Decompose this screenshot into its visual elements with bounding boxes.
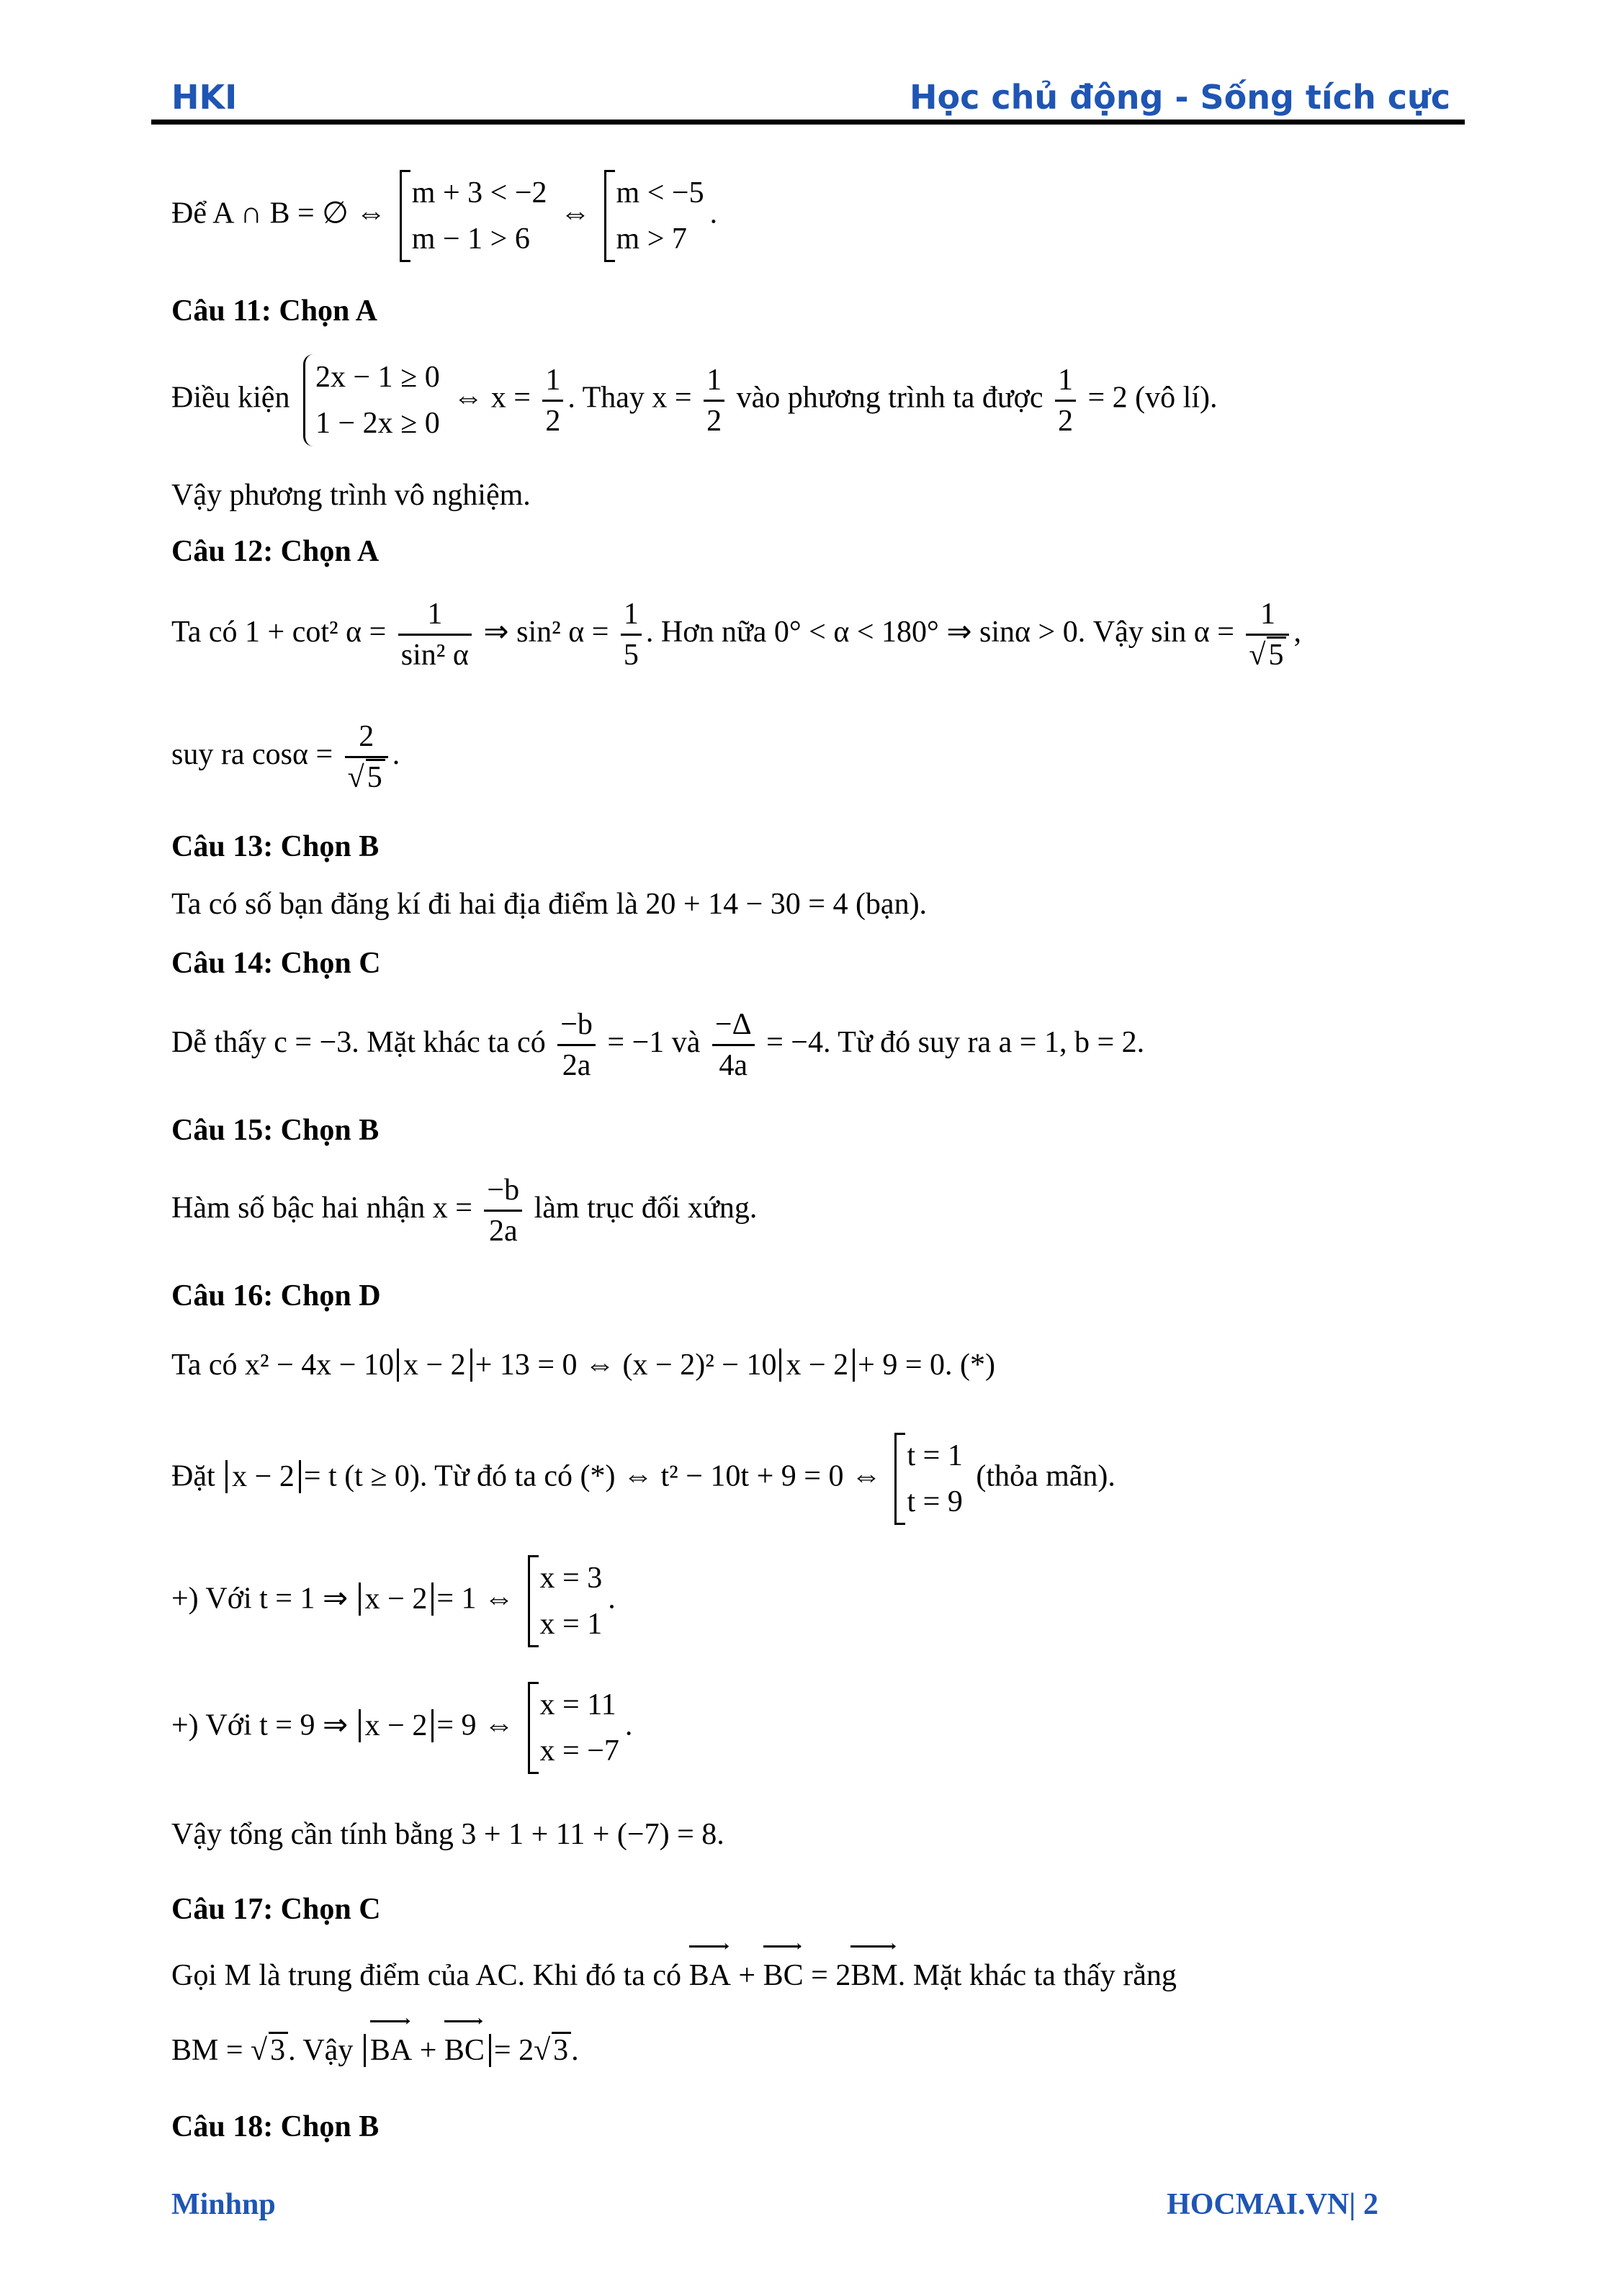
q15-part-1: Hàm số bậc hai nhận x = (171, 1192, 472, 1225)
vector-ba: → BA (689, 1958, 731, 1993)
q11-line (171, 354, 1218, 446)
q10-result-2: m > 7 (616, 222, 687, 256)
vector-bm: → BM (850, 1958, 897, 1993)
q10-result-1: m < −5 (616, 176, 704, 210)
q17-title: Câu 17: Chọn C (171, 1893, 381, 1926)
q11-system (303, 354, 440, 446)
q10-case-2: m − 1 > 6 (411, 222, 530, 256)
footer-author: Minhnp (171, 2188, 276, 2221)
q15-line (171, 1171, 757, 1251)
q14-part-3: = −4. Từ đó suy ra a = 1, b = 2. (766, 1026, 1145, 1060)
q16-abs-4: x − 2 (359, 1583, 434, 1616)
q16-title: Câu 16: Chọn D (171, 1279, 381, 1313)
q14-frac-2: $\frac{-\Delta}{4a}$ (712, 1005, 755, 1085)
q11-text-4: = 2 (vô lí). (1087, 381, 1218, 415)
q16-line-4: +) Với t = 9 ⇒ x − 2 = 9 ⇔ x = 11 x = −7 . (171, 1682, 632, 1774)
q14-line (171, 1005, 1144, 1085)
q16-t-cases: t = 1 t = 9 (894, 1433, 962, 1525)
q12-line-1 (171, 595, 1301, 675)
q14-frac-1: $\frac{-b}{2a}$ (557, 1005, 596, 1085)
q14-title: Câu 14: Chọn C (171, 947, 381, 980)
q12-part-4: , (1293, 616, 1301, 649)
q16-sum: Vậy tổng cần tính bằng 3 + 1 + 11 + (−7) = 8. (171, 1818, 724, 1851)
q11-frac-3: $\frac{1}{2}$ (1055, 361, 1076, 441)
q12-frac-1: $\frac{1}{\text{sin² α}}$ (398, 595, 472, 675)
q12-line-2 (171, 717, 400, 797)
q16-abs-2: x − 2 (779, 1349, 855, 1382)
q11-cond-2: 1 − 2x ≥ 0 (315, 407, 440, 440)
q10-line (171, 170, 717, 262)
q12-frac-2: $\frac{1}{5}$ (621, 595, 642, 675)
q12-part-5: suy ra cosα = (171, 738, 333, 772)
q15-title: Câu 15: Chọn B (171, 1114, 380, 1147)
q10-case-1: m + 3 < −2 (411, 176, 547, 210)
q16-x-cases-2: x = 11 x = −7 (528, 1682, 619, 1774)
q17-abs: → BA + → BC (364, 2034, 491, 2067)
q11-mid: ⇔ x = (453, 381, 531, 415)
q18-title: Câu 18: Chọn B (171, 2110, 380, 2143)
q17-line-2: BM = √3. Vậy → BA + → BC = 2√3. (171, 2032, 579, 2068)
q11-conclusion: Vậy phương trình vô nghiệm. (171, 479, 531, 512)
q17-line-1: Gọi M là trung điểm của AC. Khi đó ta có → BA + → BC = 2→ BM. Mặt khác ta thấy rằng (171, 1958, 1449, 1993)
q10-prefix: Để A ∩ B = ∅ ⇔ (171, 197, 387, 230)
q12-title: Câu 12: Chọn A (171, 535, 380, 568)
q10-result (604, 170, 704, 262)
q12-part-3: . Hơn nữa 0° < α < 180° ⇒ sinα > 0. Vậy sin α = (645, 616, 1234, 649)
q16-abs-5: x − 2 (359, 1709, 434, 1742)
q12-part-6: . (392, 738, 400, 772)
q10-end: . (709, 197, 718, 230)
q16-line-2: Đặt x − 2 = t (t ≥ 0). Từ đó ta có (*) ⇔ t² − 10t + 9 = 0 ⇔ t = 1 t = 9 (thỏa mãn). (171, 1433, 1116, 1525)
q16-abs-1: x − 2 (397, 1349, 472, 1382)
q11-prefix: Điều kiện (171, 381, 290, 415)
header-rule (151, 120, 1465, 125)
q14-part-1: Dễ thấy c = −3. Mặt khác ta có (171, 1026, 546, 1060)
q16-line-3: +) Với t = 1 ⇒ x − 2 = 1 ⇔ x = 3 x = 1 . (171, 1555, 616, 1647)
q11-text-2: . Thay x = (567, 381, 692, 415)
q15-part-2: làm trục đối xứng. (534, 1192, 758, 1225)
q15-frac: $\frac{-b}{2a}$ (484, 1171, 522, 1251)
q12-part-2: ⇒ sin² α = (483, 616, 609, 649)
vector-bc: → BC (763, 1958, 804, 1993)
q16-x-cases-1: x = 3 x = 1 (528, 1555, 603, 1647)
q10-mid: ⇔ (560, 197, 591, 230)
q11-text-3: vào phương trình ta được (736, 381, 1043, 415)
q14-part-2: = −1 và (607, 1026, 701, 1060)
header-right: Học chủ động - Sống tích cực (910, 78, 1450, 117)
q11-frac-1: $\frac{1}{2}$ (542, 361, 563, 441)
q12-part-1: Ta có 1 + cot² α = (171, 616, 387, 649)
q16-abs-3: x − 2 (225, 1460, 301, 1493)
header-left: HKI (171, 78, 238, 117)
footer-page: HOCMAI.VN| 2 (1167, 2188, 1378, 2221)
q13-title: Câu 13: Chọn B (171, 830, 380, 863)
q12-frac-3: $\frac{1}{√5}$ (1246, 595, 1289, 675)
q11-title: Câu 11: Chọn A (171, 294, 377, 328)
q10-cases (400, 170, 547, 262)
q11-cond-1: 2x − 1 ≥ 0 (315, 361, 440, 394)
q11-frac-2: $\frac{1}{2}$ (704, 361, 724, 441)
q16-line-1: Ta có x² − 4x − 10 x − 2 + 13 = 0 ⇔ (x − 2)² − 10 x − 2 + 9 = 0. (*) (171, 1349, 996, 1382)
q12-frac-4: $\frac{2}{√5}$ (345, 717, 388, 797)
q13-text: Ta có số bạn đăng kí đi hai địa điểm là 20 + 14 − 30 = 4 (bạn). (171, 888, 928, 921)
